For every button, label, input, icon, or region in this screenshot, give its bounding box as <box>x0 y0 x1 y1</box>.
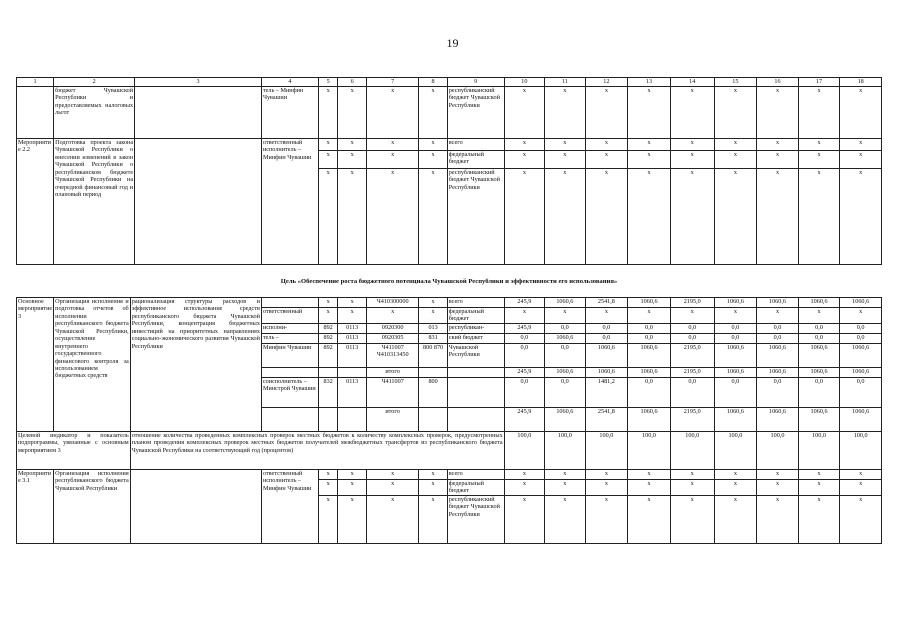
value-cell: 100,0 <box>545 432 585 470</box>
value-cell: 1481,2 <box>585 378 628 408</box>
value-cell: x <box>757 470 799 480</box>
value-cell: 0,0 <box>545 344 585 368</box>
page-number: 19 <box>446 36 459 50</box>
value-cell: x <box>714 87 757 139</box>
source-cell <box>447 378 504 408</box>
value-cell: 1060,6 <box>757 344 799 368</box>
value-cell: x <box>545 470 585 480</box>
source-cell: федеральный бюджет <box>447 480 504 496</box>
measure-id-cell: Основное мероприятие 3 <box>17 298 54 432</box>
table-row <box>17 470 882 480</box>
value-cell: 0,0 <box>757 334 799 344</box>
value-cell: 1060,6 <box>840 408 882 432</box>
column-number-cell: 12 <box>585 78 628 87</box>
code-cell: 800 870 <box>419 344 447 368</box>
value-cell: 0,0 <box>757 378 799 408</box>
code-cell: x <box>419 480 447 496</box>
value-cell: x <box>798 480 840 496</box>
value-cell: 1060,6 <box>545 408 585 432</box>
value-cell: 1060,6 <box>545 334 585 344</box>
code-cell: x <box>338 169 366 265</box>
column-number-cell: 3 <box>135 78 262 87</box>
value-cell: 245,9 <box>504 324 544 334</box>
measure-goal-cell <box>135 139 262 265</box>
code-cell: 0113 <box>338 378 366 408</box>
value-cell: x <box>670 480 714 496</box>
value-cell: x <box>757 139 799 151</box>
value-cell: 1060,6 <box>798 408 840 432</box>
value-cell: 100,0 <box>757 432 799 470</box>
value-cell: x <box>798 169 840 265</box>
value-cell: 1060,6 <box>714 344 757 368</box>
code-cell: x <box>318 169 338 265</box>
value-cell: x <box>628 308 671 324</box>
value-cell: x <box>585 139 628 151</box>
value-cell: 0,0 <box>840 378 882 408</box>
value-cell: 100,0 <box>714 432 757 470</box>
value-cell: 1060,6 <box>757 408 799 432</box>
value-cell: 0,0 <box>504 344 544 368</box>
code-cell: 0113 <box>338 344 366 368</box>
executor-cell <box>261 298 318 308</box>
code-cell: x <box>366 169 418 265</box>
column-number-cell: 8 <box>419 78 447 87</box>
value-cell: x <box>714 139 757 151</box>
value-cell: x <box>545 480 585 496</box>
code-cell: x <box>318 470 338 480</box>
value-cell: 0,0 <box>757 324 799 334</box>
code-cell: итого <box>366 408 418 432</box>
code-cell: x <box>338 495 366 543</box>
measure-id-cell <box>17 87 54 139</box>
value-cell: 100,0 <box>504 432 544 470</box>
value-cell: 1060,6 <box>840 344 882 368</box>
measure-goal-cell <box>135 87 262 139</box>
column-number-cell: 16 <box>757 78 799 87</box>
value-cell: 1060,6 <box>840 298 882 308</box>
source-cell: всего <box>447 298 504 308</box>
value-cell: x <box>628 87 671 139</box>
code-cell: 0920305 <box>366 334 418 344</box>
value-cell: x <box>757 308 799 324</box>
code-cell: 800 <box>419 378 447 408</box>
code-cell: x <box>419 495 447 543</box>
value-cell: x <box>840 87 882 139</box>
value-cell: 0,0 <box>585 334 628 344</box>
code-cell <box>419 408 447 432</box>
code-cell: x <box>318 480 338 496</box>
value-cell: 0,0 <box>628 324 671 334</box>
value-cell: x <box>504 87 544 139</box>
value-cell: x <box>840 308 882 324</box>
value-cell: x <box>798 470 840 480</box>
value-cell: x <box>840 139 882 151</box>
value-cell: x <box>545 139 585 151</box>
column-number-cell: 18 <box>840 78 882 87</box>
value-cell: 0,0 <box>545 378 585 408</box>
value-cell: 0,0 <box>714 378 757 408</box>
column-number-cell: 9 <box>447 78 504 87</box>
code-cell: x <box>366 480 418 496</box>
value-cell: x <box>670 139 714 151</box>
value-cell: 245,9 <box>504 368 544 378</box>
code-cell: x <box>338 139 366 151</box>
executor-cell: Минфин Чувашии <box>261 344 318 368</box>
code-cell: x <box>366 308 418 324</box>
source-cell <box>447 368 504 378</box>
value-cell: x <box>504 151 544 169</box>
column-number-cell: 11 <box>545 78 585 87</box>
code-cell: x <box>338 87 366 139</box>
value-cell: 1060,6 <box>628 408 671 432</box>
value-cell: 0,0 <box>840 334 882 344</box>
code-cell: x <box>318 298 338 308</box>
column-number-cell: 10 <box>504 78 544 87</box>
code-cell: 0113 <box>338 324 366 334</box>
value-cell: x <box>670 495 714 543</box>
value-cell: x <box>757 87 799 139</box>
code-cell: x <box>338 298 366 308</box>
value-cell: 0,0 <box>840 324 882 334</box>
measure-goal-cell: рационализация структуры расходов и эффективное использование средств республиканского бюджета Чувашской Республики, концентрация бюджетных инвестиций на приоритетных направлениях социально-экономического развития Чувашской Республики <box>130 298 261 432</box>
value-cell: 0,0 <box>504 334 544 344</box>
value-cell: 0,0 <box>628 378 671 408</box>
table-row <box>17 87 882 139</box>
source-cell: Чувашской Республики <box>447 344 504 368</box>
value-cell: 100,0 <box>798 432 840 470</box>
value-cell: 100,0 <box>670 432 714 470</box>
code-cell <box>419 368 447 378</box>
value-cell: x <box>545 495 585 543</box>
value-cell: x <box>585 151 628 169</box>
column-number-cell: 14 <box>670 78 714 87</box>
value-cell: 2541,8 <box>585 298 628 308</box>
code-cell: x <box>338 470 366 480</box>
column-number-cell: 17 <box>798 78 840 87</box>
value-cell: x <box>504 169 544 265</box>
value-cell: x <box>714 169 757 265</box>
value-cell: 2195,0 <box>670 368 714 378</box>
table-lower <box>16 297 882 544</box>
value-cell: x <box>628 169 671 265</box>
value-cell: 1060,6 <box>628 368 671 378</box>
value-cell: x <box>585 480 628 496</box>
source-cell: федеральный бюджет <box>447 308 504 324</box>
column-number-cell: 2 <box>54 78 135 87</box>
value-cell: x <box>798 87 840 139</box>
value-cell: 0,0 <box>714 324 757 334</box>
value-cell: 2195,0 <box>670 344 714 368</box>
code-cell: 013 <box>419 324 447 334</box>
value-cell: 100,0 <box>628 432 671 470</box>
value-cell: 1060,6 <box>798 344 840 368</box>
value-cell: 0,0 <box>714 334 757 344</box>
measure-goal-cell <box>130 470 261 544</box>
value-cell: 245,9 <box>504 298 544 308</box>
executor-cell: исполни- <box>261 324 318 334</box>
code-cell: x <box>318 495 338 543</box>
value-cell: x <box>798 308 840 324</box>
value-cell: x <box>714 151 757 169</box>
code-cell: x <box>366 495 418 543</box>
value-cell: 245,9 <box>504 408 544 432</box>
value-cell: x <box>628 151 671 169</box>
value-cell: x <box>714 470 757 480</box>
value-cell: 0,0 <box>670 378 714 408</box>
value-cell: x <box>585 470 628 480</box>
executor-cell: ответственный исполнитель – Минфин Чувашии <box>261 470 318 544</box>
executor-cell: ответственный <box>261 308 318 324</box>
measure-name-cell: Организация исполнения республиканского бюджета Чувашской Республики <box>54 470 131 544</box>
indicator-text-cell: отношение количества проведенных комплексных проверок местных бюджетов к количеству комплексных проверок, предусмотренных планом проведения комплексных проверок местных бюджетов получателей межбюджетных трансфертов из республиканского бюджета Чувашской Республики на соответствующий год (процентов) <box>130 432 504 470</box>
value-cell: x <box>585 308 628 324</box>
value-cell: 0,0 <box>798 334 840 344</box>
value-cell: x <box>670 169 714 265</box>
executor-cell: соисполнитель – Минстрой Чувашии <box>261 378 318 408</box>
source-cell: всего <box>447 139 504 151</box>
code-cell: x <box>318 87 338 139</box>
value-cell: x <box>714 480 757 496</box>
code-cell: Ч410300000 <box>366 298 418 308</box>
code-cell: Ч411007 Ч410313450 <box>366 344 418 368</box>
value-cell: x <box>504 308 544 324</box>
value-cell: x <box>504 480 544 496</box>
code-cell: x <box>318 151 338 169</box>
code-cell: x <box>419 87 447 139</box>
code-cell: x <box>338 480 366 496</box>
code-cell: 0113 <box>338 334 366 344</box>
value-cell: x <box>798 495 840 543</box>
column-number-cell: 7 <box>366 78 418 87</box>
executor-cell <box>261 408 318 432</box>
value-cell: x <box>840 169 882 265</box>
value-cell: x <box>840 151 882 169</box>
executor-cell: тель – <box>261 334 318 344</box>
value-cell: x <box>840 480 882 496</box>
executor-cell <box>261 368 318 378</box>
column-number-cell: 5 <box>318 78 338 87</box>
measure-name-cell: бюджет Чувашской Республики и предоставляемых налоговых льгот <box>54 87 135 139</box>
value-cell: 1060,6 <box>714 408 757 432</box>
source-cell: республиканский бюджет Чувашской Республики <box>447 495 504 543</box>
code-cell: x <box>338 151 366 169</box>
value-cell: x <box>714 495 757 543</box>
value-cell: x <box>757 169 799 265</box>
value-cell: x <box>628 480 671 496</box>
source-cell: ский бюджет <box>447 334 504 344</box>
code-cell: 832 <box>318 378 338 408</box>
measure-name-cell: Организация исполнения и подготовка отчетов об исполнении республиканского бюджета Чувашской Республики, осуществление внутреннего государственного финансового контроля за использованием бюджетных средств <box>54 298 131 432</box>
source-cell: всего <box>447 470 504 480</box>
source-cell: федеральный бюджет <box>447 151 504 169</box>
indicator-label-cell: Целевой индикатор и показатель подпрограммы, увязанные с основным мероприятием 3 <box>17 432 131 470</box>
measure-id-cell: Мероприятие 3.1 <box>17 470 54 544</box>
table-row <box>17 298 882 308</box>
indicator-row <box>17 432 882 470</box>
code-cell: итого <box>366 368 418 378</box>
value-cell: x <box>757 495 799 543</box>
value-cell: 1060,6 <box>545 368 585 378</box>
executor-cell: тель – Минфин Чувашии <box>261 87 318 139</box>
value-cell: 1060,6 <box>585 368 628 378</box>
value-cell: 0,0 <box>798 324 840 334</box>
value-cell: 0,0 <box>585 324 628 334</box>
value-cell: 100,0 <box>585 432 628 470</box>
value-cell: x <box>545 87 585 139</box>
value-cell: 1060,6 <box>585 344 628 368</box>
value-cell: x <box>840 495 882 543</box>
code-cell <box>338 368 366 378</box>
code-cell: 0920300 <box>366 324 418 334</box>
code-cell: 892 <box>318 334 338 344</box>
value-cell: x <box>628 470 671 480</box>
table-upper <box>16 77 882 265</box>
value-cell: 0,0 <box>798 378 840 408</box>
value-cell: x <box>545 169 585 265</box>
value-cell: x <box>840 470 882 480</box>
measure-id-cell: Мероприятие 2.2 <box>17 139 54 265</box>
value-cell: 1060,6 <box>757 368 799 378</box>
code-cell <box>338 408 366 432</box>
code-cell: x <box>366 87 418 139</box>
column-number-cell: 1 <box>17 78 54 87</box>
code-cell: x <box>419 298 447 308</box>
code-cell: x <box>318 139 338 151</box>
column-number-cell: 15 <box>714 78 757 87</box>
code-cell: Ч411007 <box>366 378 418 408</box>
value-cell: x <box>585 87 628 139</box>
table-row <box>17 139 882 151</box>
value-cell: 1060,6 <box>628 344 671 368</box>
value-cell: 100,0 <box>840 432 882 470</box>
value-cell: 0,0 <box>504 378 544 408</box>
value-cell: 0,0 <box>545 324 585 334</box>
value-cell: x <box>670 87 714 139</box>
source-cell: республикан- <box>447 324 504 334</box>
code-cell: x <box>419 308 447 324</box>
value-cell: x <box>628 495 671 543</box>
value-cell: 1060,6 <box>798 298 840 308</box>
value-cell: x <box>714 308 757 324</box>
executor-cell: ответственный исполнитель – Минфин Чувашии <box>261 139 318 265</box>
value-cell: 1060,6 <box>714 368 757 378</box>
value-cell: 1060,6 <box>628 298 671 308</box>
code-cell: x <box>419 470 447 480</box>
value-cell: x <box>545 151 585 169</box>
budget-table-sheet <box>16 77 882 518</box>
value-cell: x <box>757 480 799 496</box>
value-cell: x <box>670 151 714 169</box>
value-cell: 1060,6 <box>798 368 840 378</box>
value-cell: 0,0 <box>670 324 714 334</box>
value-cell: 0,0 <box>670 334 714 344</box>
value-cell: x <box>798 151 840 169</box>
value-cell: 2541,8 <box>585 408 628 432</box>
value-cell: x <box>585 495 628 543</box>
code-cell: x <box>419 139 447 151</box>
value-cell: x <box>670 470 714 480</box>
value-cell: x <box>798 139 840 151</box>
value-cell: 1060,6 <box>714 298 757 308</box>
code-cell <box>318 368 338 378</box>
code-cell: 892 <box>318 344 338 368</box>
value-cell: x <box>504 470 544 480</box>
section-goal-heading: Цель «Обеспечение роста бюджетного потенциала Чувашской Республики и эффективности его использования» <box>280 278 618 285</box>
source-cell <box>447 408 504 432</box>
value-cell: x <box>757 151 799 169</box>
column-number-cell: 6 <box>338 78 366 87</box>
column-number-row <box>17 78 882 87</box>
value-cell: 2195,0 <box>670 408 714 432</box>
value-cell: 1060,6 <box>757 298 799 308</box>
code-cell: 892 <box>318 324 338 334</box>
column-number-cell: 13 <box>628 78 671 87</box>
code-cell: x <box>318 308 338 324</box>
code-cell: x <box>338 308 366 324</box>
value-cell: x <box>545 308 585 324</box>
code-cell: x <box>366 139 418 151</box>
value-cell: x <box>628 139 671 151</box>
source-cell: республиканский бюджет Чувашской Республики <box>447 169 504 265</box>
code-cell: x <box>366 151 418 169</box>
code-cell: x <box>419 151 447 169</box>
value-cell: x <box>504 139 544 151</box>
code-cell: x <box>419 169 447 265</box>
value-cell: 2195,0 <box>670 298 714 308</box>
code-cell <box>318 408 338 432</box>
value-cell: x <box>504 495 544 543</box>
source-cell: республиканский бюджет Чувашской Республики <box>447 87 504 139</box>
column-number-cell: 4 <box>261 78 318 87</box>
value-cell: x <box>670 308 714 324</box>
value-cell: 1060,6 <box>545 298 585 308</box>
code-cell: 831 <box>419 334 447 344</box>
value-cell: 0,0 <box>628 334 671 344</box>
value-cell: x <box>585 169 628 265</box>
measure-name-cell: Подготовка проекта закона Чувашской Республики о внесении изменений в закон Чувашской Республики о республиканском бюджете Чувашской Республики на очередной финансовый год и плановый период <box>54 139 135 265</box>
code-cell: x <box>366 470 418 480</box>
value-cell: 1060,6 <box>840 368 882 378</box>
